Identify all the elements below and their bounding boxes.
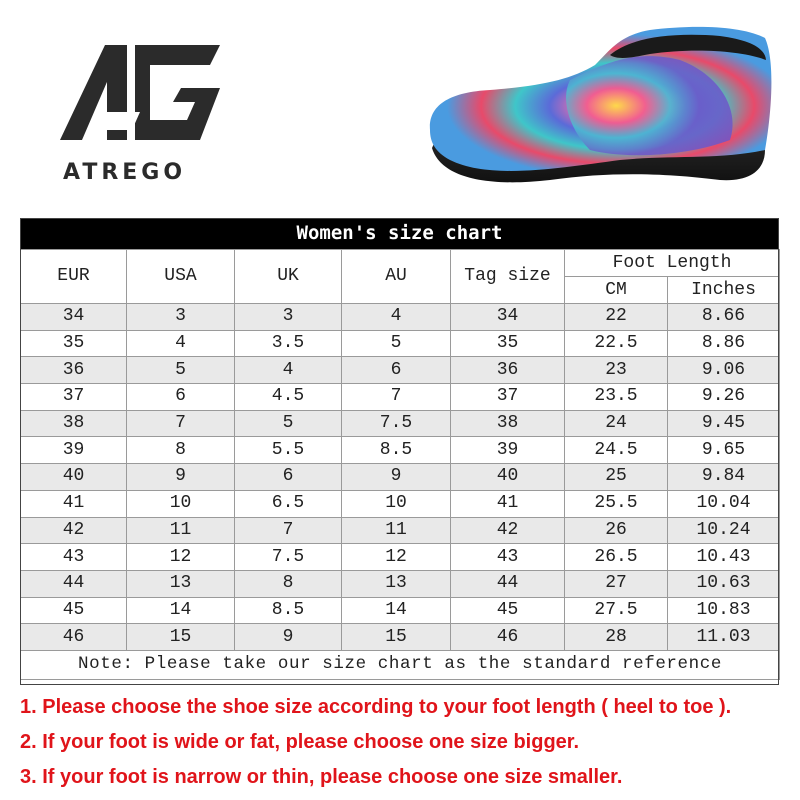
- cell-inches: 10.24: [668, 517, 780, 544]
- cell-inches: 9.45: [668, 410, 780, 437]
- cell-usa: 10: [127, 490, 235, 517]
- cell-uk: 5.5: [235, 437, 342, 464]
- cell-inches: 10.83: [668, 597, 780, 624]
- cell-tag-size: 46: [451, 624, 565, 651]
- cell-uk: 8.5: [235, 597, 342, 624]
- cell-inches: 10.04: [668, 490, 780, 517]
- cell-cm: 25: [565, 464, 668, 491]
- cell-uk: 8: [235, 570, 342, 597]
- cell-usa: 11: [127, 517, 235, 544]
- cell-eur: 39: [21, 437, 127, 464]
- cell-eur: 40: [21, 464, 127, 491]
- cell-cm: 27: [565, 570, 668, 597]
- cell-eur: 37: [21, 384, 127, 411]
- cell-cm: 24: [565, 410, 668, 437]
- cell-usa: 5: [127, 357, 235, 384]
- cell-au: 8.5: [342, 437, 451, 464]
- cell-uk: 4: [235, 357, 342, 384]
- cell-au: 10: [342, 490, 451, 517]
- header-inches: Inches: [668, 277, 780, 304]
- header-tag-size: Tag size: [451, 250, 565, 304]
- cell-au: 5: [342, 330, 451, 357]
- cell-inches: 10.43: [668, 544, 780, 571]
- size-chart-title: Women's size chart: [20, 218, 779, 249]
- cell-usa: 7: [127, 410, 235, 437]
- size-chart-table: [20, 249, 780, 680]
- cell-usa: 8: [127, 437, 235, 464]
- cell-au: 7.5: [342, 410, 451, 437]
- cell-tag-size: 35: [451, 330, 565, 357]
- cell-eur: 34: [21, 304, 127, 331]
- cell-tag-size: 36: [451, 357, 565, 384]
- cell-au: 7: [342, 384, 451, 411]
- table-row: [21, 490, 780, 517]
- cell-tag-size: 43: [451, 544, 565, 571]
- cell-cm: 22.5: [565, 330, 668, 357]
- instruction-2: 2. If your foot is wide or fat, please choose one size bigger.: [20, 731, 580, 753]
- cell-usa: 3: [127, 304, 235, 331]
- cell-eur: 43: [21, 544, 127, 571]
- table-row: [21, 544, 780, 571]
- cell-au: 11: [342, 517, 451, 544]
- cell-au: 12: [342, 544, 451, 571]
- cell-tag-size: 38: [451, 410, 565, 437]
- table-row: [21, 384, 780, 411]
- cell-au: 14: [342, 597, 451, 624]
- instructions: [20, 690, 790, 795]
- cell-eur: 38: [21, 410, 127, 437]
- cell-uk: 6.5: [235, 490, 342, 517]
- cell-inches: 10.63: [668, 570, 780, 597]
- instruction-1: 1. Please choose the shoe size according to your foot length ( heel to toe ).: [20, 696, 732, 718]
- cell-eur: 42: [21, 517, 127, 544]
- size-chart-body: [21, 304, 780, 651]
- cell-inches: 9.65: [668, 437, 780, 464]
- cell-cm: 25.5: [565, 490, 668, 517]
- cell-usa: 4: [127, 330, 235, 357]
- cell-tag-size: 34: [451, 304, 565, 331]
- cell-cm: 23: [565, 357, 668, 384]
- table-row: [21, 357, 780, 384]
- cell-au: 9: [342, 464, 451, 491]
- cell-uk: 7.5: [235, 544, 342, 571]
- cell-inches: 9.84: [668, 464, 780, 491]
- cell-tag-size: 40: [451, 464, 565, 491]
- cell-eur: 45: [21, 597, 127, 624]
- cell-eur: 46: [21, 624, 127, 651]
- table-row: [21, 464, 780, 491]
- cell-tag-size: 42: [451, 517, 565, 544]
- cell-cm: 24.5: [565, 437, 668, 464]
- cell-au: 15: [342, 624, 451, 651]
- cell-uk: 3.5: [235, 330, 342, 357]
- cell-uk: 4.5: [235, 384, 342, 411]
- tie-dye-clog-shoe-image: [420, 20, 780, 205]
- header-cm: CM: [565, 277, 668, 304]
- cell-usa: 15: [127, 624, 235, 651]
- header-uk: UK: [235, 250, 342, 304]
- cell-uk: 5: [235, 410, 342, 437]
- cell-tag-size: 41: [451, 490, 565, 517]
- cell-eur: 41: [21, 490, 127, 517]
- cell-usa: 13: [127, 570, 235, 597]
- table-row: [21, 597, 780, 624]
- cell-inches: 8.86: [668, 330, 780, 357]
- cell-tag-size: 37: [451, 384, 565, 411]
- table-row: [21, 330, 780, 357]
- cell-cm: 28: [565, 624, 668, 651]
- header-usa: USA: [127, 250, 235, 304]
- cell-usa: 12: [127, 544, 235, 571]
- cell-cm: 26.5: [565, 544, 668, 571]
- table-row: [21, 570, 780, 597]
- table-row: [21, 410, 780, 437]
- cell-usa: 6: [127, 384, 235, 411]
- cell-uk: 3: [235, 304, 342, 331]
- cell-inches: 9.26: [668, 384, 780, 411]
- cell-cm: 22: [565, 304, 668, 331]
- cell-usa: 9: [127, 464, 235, 491]
- table-row: [21, 437, 780, 464]
- cell-uk: 6: [235, 464, 342, 491]
- cell-uk: 9: [235, 624, 342, 651]
- cell-au: 4: [342, 304, 451, 331]
- cell-uk: 7: [235, 517, 342, 544]
- size-chart: [20, 218, 779, 685]
- header-au: AU: [342, 250, 451, 304]
- cell-tag-size: 45: [451, 597, 565, 624]
- table-header-row: [21, 250, 780, 277]
- cell-inches: 8.66: [668, 304, 780, 331]
- cell-cm: 26: [565, 517, 668, 544]
- cell-tag-size: 39: [451, 437, 565, 464]
- table-row: [21, 624, 780, 651]
- size-chart-note: Note: Please take our size chart as the standard reference: [21, 650, 780, 679]
- cell-cm: 27.5: [565, 597, 668, 624]
- cell-au: 6: [342, 357, 451, 384]
- cell-inches: 9.06: [668, 357, 780, 384]
- instruction-3: 3. If your foot is narrow or thin, please choose one size smaller.: [20, 766, 623, 788]
- cell-cm: 23.5: [565, 384, 668, 411]
- cell-au: 13: [342, 570, 451, 597]
- cell-eur: 44: [21, 570, 127, 597]
- brand-name: ATREGO: [63, 160, 187, 185]
- cell-tag-size: 44: [451, 570, 565, 597]
- cell-eur: 35: [21, 330, 127, 357]
- note-row: [21, 650, 780, 679]
- table-row: [21, 304, 780, 331]
- cell-usa: 14: [127, 597, 235, 624]
- cell-eur: 36: [21, 357, 127, 384]
- cell-inches: 11.03: [668, 624, 780, 651]
- table-row: [21, 517, 780, 544]
- header-eur: EUR: [21, 250, 127, 304]
- header-foot-length: Foot Length: [565, 250, 780, 277]
